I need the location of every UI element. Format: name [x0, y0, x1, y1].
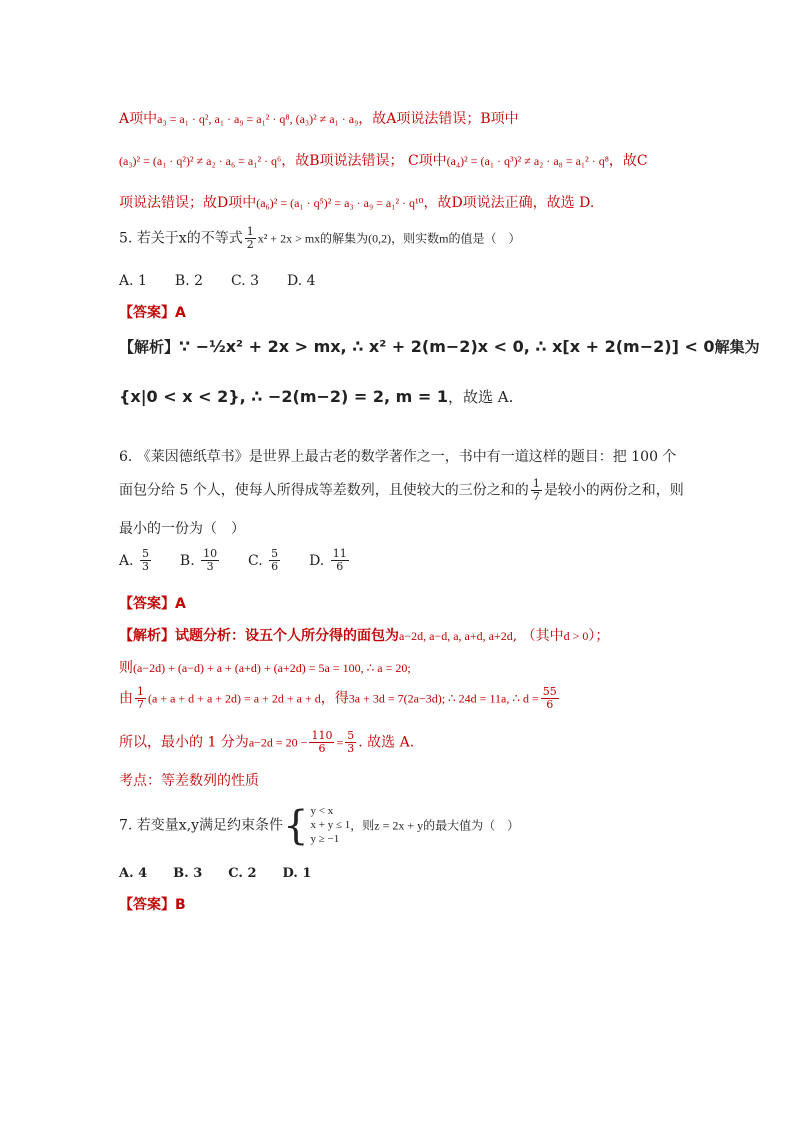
q7-options: A. 4 B. 3 C. 2 D. 1 — [119, 866, 312, 881]
q6-stem-line-1: 6. 《莱因德纸草书》是世界上最古老的数学著作之一，书中有一道这样的题目：把 100 个 — [119, 449, 677, 465]
q6-text: ）； — [588, 628, 610, 644]
option-fraction — [201, 548, 219, 573]
frac-den: 7 — [532, 490, 540, 504]
option-fraction — [269, 548, 280, 573]
q6-text: 是较小的两份之和，则 — [543, 482, 684, 499]
q6-fraction — [309, 730, 334, 755]
q4-math: (a₆)² = (a₁ · q⁵)² = a₃ · a₉ = a₁² · q¹⁰ — [256, 196, 424, 210]
q4-text: ，故D项说法正确，故选 D. — [423, 195, 595, 211]
q6-text: ，得 — [320, 690, 349, 707]
q7-stem — [119, 802, 520, 849]
q5-stem — [119, 226, 521, 251]
q4-solution-line-3 — [119, 192, 594, 212]
frac-num: 10 — [203, 547, 218, 560]
frac-den: 3 — [347, 742, 355, 756]
q4-text: ，故A项说法错误；B项中 — [358, 111, 519, 127]
frac-den: 2 — [246, 238, 254, 252]
q6-fraction — [345, 730, 356, 755]
frac-den: 6 — [271, 560, 279, 574]
q5-stem-a: 5. 若关于x的不等式 — [119, 230, 243, 247]
q6-option-a — [119, 547, 153, 574]
frac-num: 5 — [347, 729, 355, 742]
frac-den: 6 — [546, 698, 554, 712]
q6-fraction — [135, 686, 146, 711]
q5-stem-b: x² + 2x > mx的解集为(0,2)，则实数m的值是（ ） — [257, 231, 521, 246]
q6-text: . 故选 A. — [358, 734, 415, 751]
frac-num: 5 — [271, 547, 279, 560]
frac-den: 6 — [336, 560, 344, 574]
q6-option-b — [179, 547, 221, 574]
q4-math: a₃ = a₁ · q², a₁ · a₉ = a₁² · q⁸, (a₃)² ≠ a₁ · a₉ — [157, 112, 359, 126]
q6-math: = — [336, 735, 344, 750]
frac-num: 110 — [311, 729, 333, 742]
q7-text: 7. 若变量x,y满足约束条件 — [119, 817, 284, 834]
q6-fraction — [531, 478, 542, 503]
q5-analysis-line-2 — [119, 386, 513, 407]
frac-den: 3 — [142, 560, 150, 574]
q6-solution-line-3 — [119, 686, 561, 711]
q6-text: 【解析】试题分析：设五个人所分得的面包为 — [119, 628, 399, 644]
frac-den: 3 — [206, 560, 214, 574]
constraint-item: y < x — [310, 805, 334, 817]
q6-math: d > 0 — [563, 629, 589, 643]
q4-solution-line-1 — [119, 108, 519, 128]
q6-solution-line-2 — [119, 657, 411, 677]
q5-analysis-math: ∵ −½x² + 2x > mx, ∴ x² + 2(m−2)x < 0, ∴ x[x + 2(m−2)] < 0 — [179, 337, 715, 356]
q6-solution-line-4 — [119, 730, 414, 755]
frac-den: 6 — [318, 742, 326, 756]
q6-options — [119, 548, 351, 573]
q6-text: 所以，最小的 1 分为 — [119, 734, 249, 751]
left-brace-icon: { — [283, 802, 309, 849]
option-label: B. — [179, 552, 195, 569]
q6-solution-line-1 — [119, 625, 609, 645]
q5-options: A. 1 B. 2 C. 3 D. 4 — [119, 273, 316, 289]
q5-analysis-math: {x|0 < x < 2}, ∴ −2(m−2) = 2, m = 1 — [119, 387, 449, 406]
q5-analysis-tail: ，故选 A. — [448, 388, 514, 406]
q6-math: 3a + 3d = 7(2a−3d); ∴ 24d = 11a, ∴ d = — [348, 691, 539, 706]
q7-answer: 【答案】B — [119, 897, 186, 913]
q6-math: a−2d = 20 − — [248, 735, 308, 750]
q6-option-d — [309, 547, 351, 574]
constraint-list — [311, 805, 351, 846]
analysis-label: 【解析】 — [119, 338, 180, 356]
q6-stem-line-2 — [119, 478, 684, 503]
frac-num: 1 — [532, 477, 540, 490]
constraint-item: y ≥ −1 — [310, 832, 340, 845]
q6-option-c — [248, 547, 282, 574]
q6-text: 由 — [119, 690, 133, 707]
q6-fraction — [541, 686, 559, 711]
q6-text: 则 — [119, 660, 133, 676]
option-label: C. — [248, 552, 263, 569]
frac-num: 1 — [137, 685, 144, 698]
q5-fraction — [245, 226, 256, 251]
q6-answer: 【答案】A — [119, 596, 186, 612]
q4-math: (a₄)² = (a₁ · q³)² ≠ a₂ · a₈ = a₁² · q⁸ — [446, 154, 609, 168]
q7-text: ，则z = 2x + y的最大值为（ ） — [350, 818, 520, 833]
q5-answer: 【答案】A — [119, 305, 186, 321]
frac-num: 5 — [142, 547, 150, 560]
q4-text: 项说法错误；故D项中 — [119, 195, 257, 211]
q6-math: (a + a + d + a + 2d) = a + 2d + a + d — [148, 691, 321, 706]
frac-num: 55 — [542, 685, 557, 698]
q5-analysis-line-1 — [119, 336, 760, 357]
q4-math: (a₃)² = (a₁ · q²)² ≠ a₂ · a₆ = a₁² · q⁶ — [119, 154, 282, 168]
q4-solution-line-2 — [119, 150, 648, 170]
frac-den: 7 — [137, 698, 144, 712]
q6-text: , （其中 — [512, 628, 564, 644]
q4-text: A项中 — [119, 111, 158, 127]
q6-kaodian: 考点：等差数列的性质 — [119, 773, 259, 789]
q4-text: ，故C — [608, 153, 648, 169]
option-label: A. — [119, 552, 134, 569]
option-fraction — [140, 548, 151, 573]
q6-text: 面包分给 5 个人，使每人所得成等差数列，且使较大的三份之和的 — [119, 482, 529, 499]
q5-analysis-tail: 解集为 — [714, 338, 760, 356]
option-fraction — [331, 548, 349, 573]
option-label: D. — [309, 552, 325, 569]
q6-math: (a−2d) + (a−d) + a + (a+d) + (a+2d) = 5a = 100, ∴ a = 20; — [133, 661, 411, 675]
frac-num: 1 — [246, 225, 254, 238]
q6-stem-line-3: 最小的一份为（ ） — [119, 521, 245, 537]
frac-num: 11 — [332, 547, 347, 560]
constraint-item: x + y ≤ 1 — [310, 818, 351, 831]
constraint-system — [283, 802, 351, 849]
q6-math: a−2d, a−d, a, a+d, a+2d — [399, 629, 513, 643]
q4-text: ，故B项说法错误； C项中 — [281, 153, 447, 169]
